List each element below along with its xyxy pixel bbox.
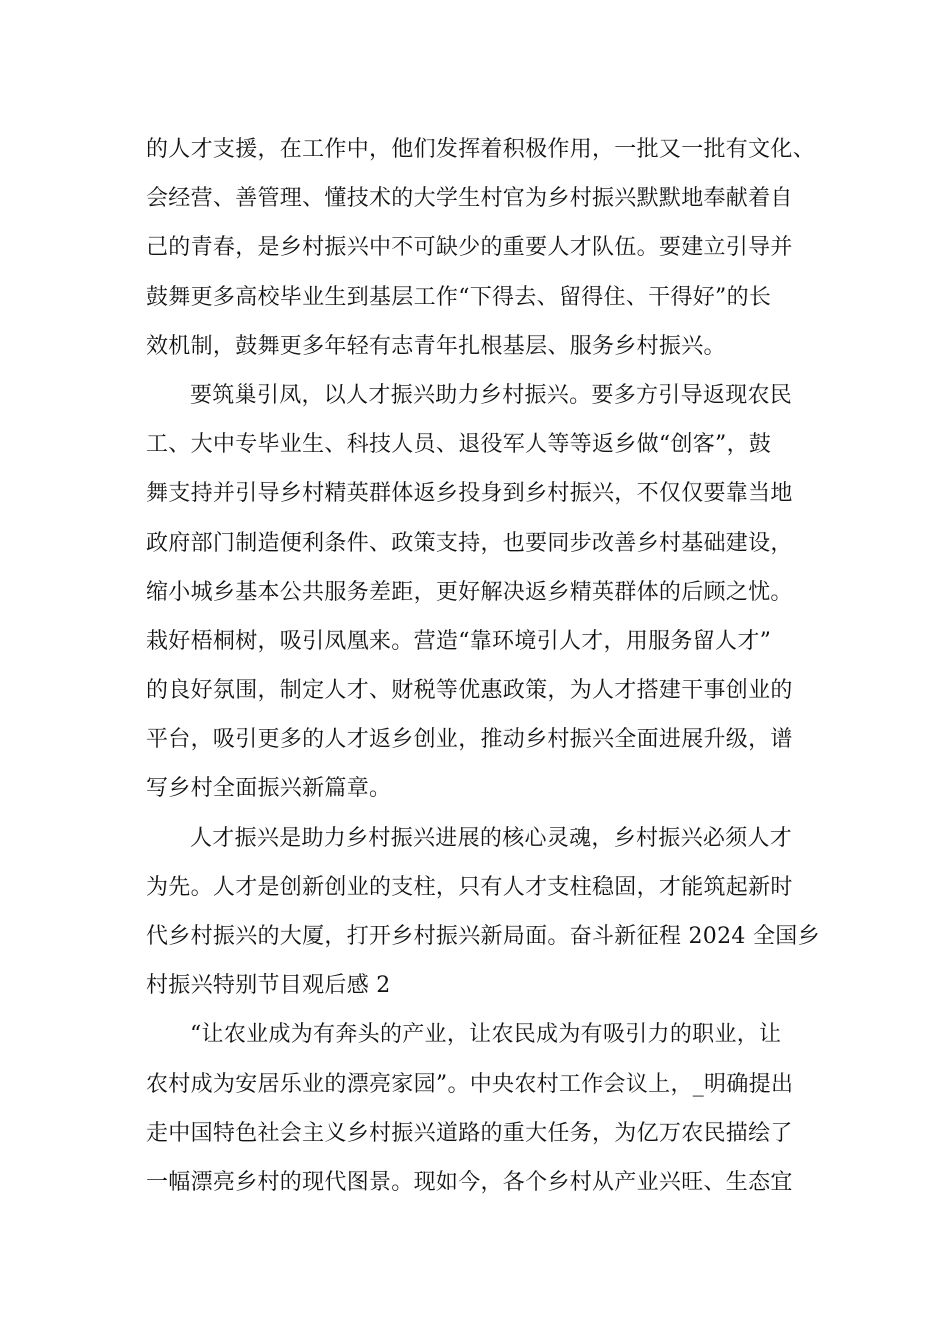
text-line: 鼓舞更多高校毕业生到基层工作“下得去、留得住、干得好”的长	[146, 284, 772, 310]
text-line: 栽好梧桐树，吸引凤凰来。营造“靠环境引人才，用服务留人才”	[146, 628, 772, 654]
text-line: 走中国特色社会主义乡村振兴道路的重大任务，为亿万农民描绘了	[146, 1120, 793, 1146]
text-line: 一幅漂亮乡村的现代图景。现如今，各个乡村从产业兴旺、生态宜	[146, 1169, 793, 1195]
paragraph-start-line: “让农业成为有奔头的产业，让农民成为有吸引力的职业，让	[190, 1022, 782, 1048]
paragraph-start-line: 人才振兴是助力乡村振兴进展的核心灵魂，乡村振兴必须人才	[190, 825, 793, 851]
text-line: 为先。人才是创新创业的支柱，只有人才支柱稳固，才能筑起新时	[146, 874, 793, 900]
text-line: 舞支持并引导乡村精英群体返乡投身到乡村振兴，不仅仅要靠当地	[146, 481, 793, 507]
text-line: 代乡村振兴的大厦，打开乡村振兴新局面。奋斗新征程 2024 全国乡	[146, 924, 820, 949]
text-line: 的良好氛围，制定人才、财税等优惠政策，为人才搭建干事创业的	[146, 678, 793, 704]
text-line: 平台，吸引更多的人才返乡创业，推动乡村振兴全面进展升级，谱	[146, 727, 793, 753]
text-line: 效机制，鼓舞更多年轻有志青年扎根基层、服务乡村振兴。	[146, 333, 726, 359]
text-line: 工、大中专毕业生、科技人员、退役军人等等返乡做“创客”，鼓	[146, 432, 772, 458]
text-line: 己的青春，是乡村振兴中不可缺少的重要人才队伍。要建立引导并	[146, 235, 793, 261]
text-line: 农村成为安居乐业的漂亮家园”。中央农村工作会议上，_明确提出	[146, 1071, 794, 1097]
text-line: 会经营、善管理、懂技术的大学生村官为乡村振兴默默地奉献着自	[146, 186, 793, 212]
text-line: 写乡村全面振兴新篇章。	[146, 776, 392, 802]
body-text	[146, 125, 820, 1207]
text-line: 村振兴特别节目观后感 2	[146, 973, 391, 999]
text-line: 缩小城乡基本公共服务差距，更好解决返乡精英群体的后顾之忧。	[146, 579, 793, 605]
paragraph-start-line: 要筑巢引凤，以人才振兴助力乡村振兴。要多方引导返现农民	[190, 382, 793, 408]
text-line: 政府部门制造便利条件、政策支持，也要同步改善乡村基础建设，	[146, 530, 793, 556]
text-line: 的人才支援，在工作中，他们发挥着积极作用，一批又一批有文化、	[146, 137, 816, 162]
